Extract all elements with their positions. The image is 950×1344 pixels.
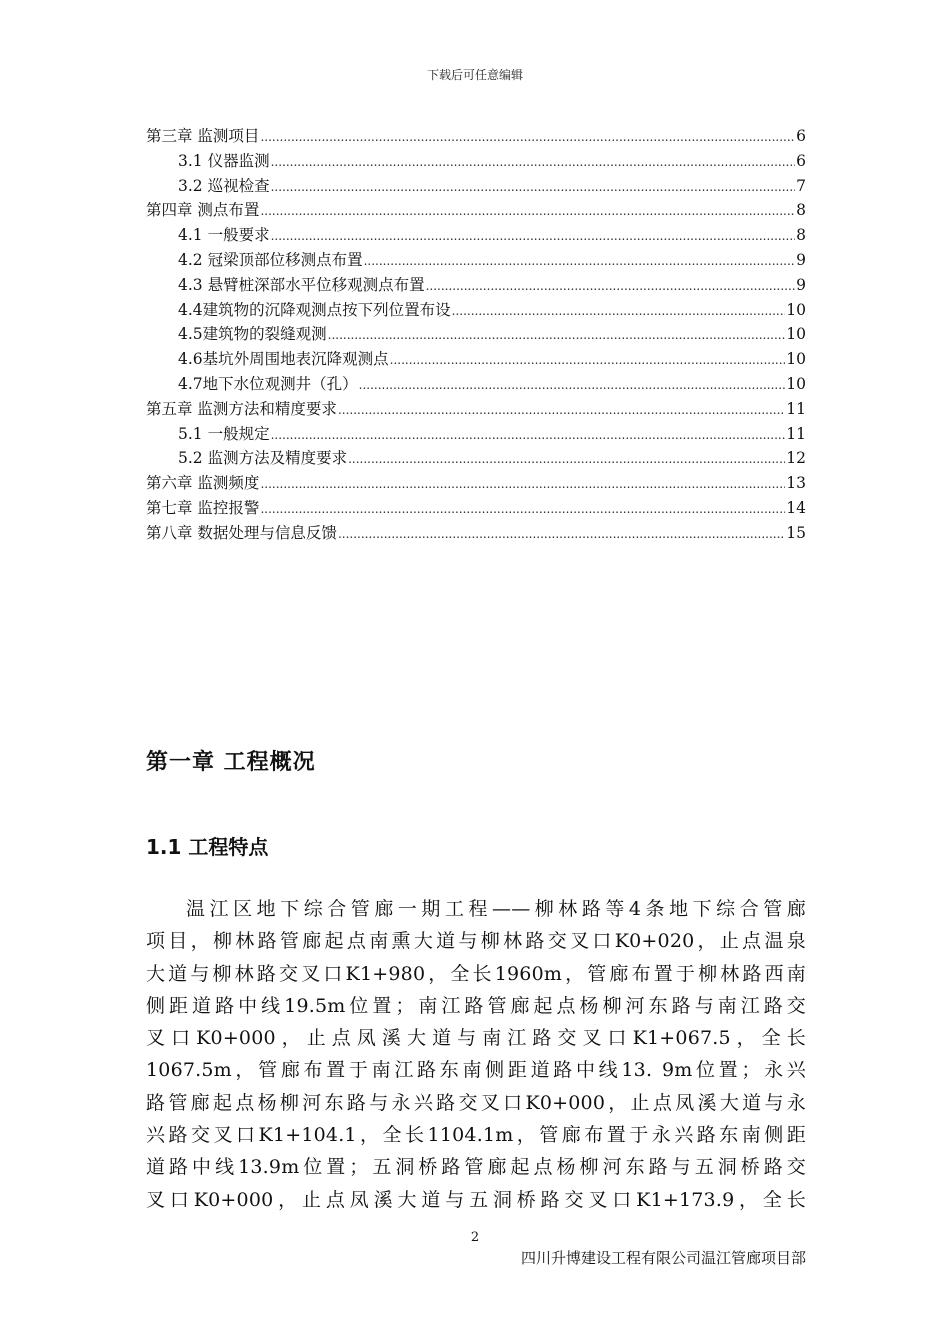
- body-line: 项目，柳林路管廊起点南熏大道与柳林路交叉口K0+020，止点温泉: [146, 930, 806, 953]
- toc-entry-page: 6: [796, 151, 806, 170]
- section-title: 1.1 工程特点: [146, 835, 269, 859]
- toc-leader-dots: [260, 125, 795, 150]
- toc-entry-label: 3.1 仪器监测: [178, 151, 270, 170]
- toc-entry-label: 5.2 监测方法及精度要求: [178, 449, 348, 468]
- toc-leader-dots: [452, 299, 786, 324]
- toc-entry-page: 10: [786, 374, 806, 393]
- toc-entry-label: 4.7地下水位观测井（孔）: [178, 374, 358, 393]
- toc-entry[interactable]: [146, 298, 806, 323]
- toc-entry-page: 7: [796, 176, 806, 195]
- body-line: 大道与柳林路交叉口K1+980，全长1960m，管廊布置于柳林路西南: [146, 962, 806, 985]
- toc-entry-label: 4.6基坑外周围地表沉降观测点: [178, 350, 389, 369]
- toc-leader-dots: [390, 348, 786, 373]
- toc-entry-page: 15: [786, 523, 806, 542]
- toc-leader-dots: [260, 199, 795, 224]
- toc-entry-label: 第三章 监测项目: [146, 127, 260, 145]
- toc-entry-page: 12: [786, 449, 806, 468]
- toc-entry-page: 10: [786, 350, 806, 369]
- toc-leader-dots: [328, 323, 786, 348]
- toc-entry-label: 4.4建筑物的沉降观测点按下列位置布设: [178, 300, 451, 319]
- toc-entry-label: 第四章 测点布置: [146, 201, 260, 220]
- toc-entry-label: 4.2 冠梁顶部位移测点布置: [178, 250, 363, 269]
- toc-leader-dots: [364, 249, 796, 274]
- toc-entry-page: 9: [796, 250, 806, 269]
- toc-entry[interactable]: [146, 223, 806, 248]
- toc-entry[interactable]: [146, 322, 806, 347]
- body-line: 兴路交叉口K1+104.1，全长1104.1m，管廊布置于永兴路东南侧距: [146, 1124, 806, 1147]
- toc-leader-dots: [348, 447, 785, 472]
- toc-entry-label: 4.5建筑物的裂缝观测: [178, 325, 327, 344]
- toc-entry[interactable]: [146, 422, 806, 447]
- body-line: 道路中线13.9m位置；五洞桥路管廊起点杨柳河东路与五洞桥路交: [146, 1156, 806, 1179]
- toc-entry-page: 9: [796, 275, 806, 294]
- toc-leader-dots: [338, 522, 785, 547]
- toc-entry[interactable]: [146, 198, 806, 223]
- toc-entry-page: 10: [786, 300, 806, 319]
- toc-entry-page: 10: [786, 325, 806, 344]
- toc-entry[interactable]: [146, 471, 806, 496]
- toc-leader-dots: [426, 274, 796, 299]
- toc-entry-label: 第五章 监测方法和精度要求: [146, 399, 337, 418]
- page-header-note: 下载后可任意编辑: [426, 68, 523, 82]
- chapter-title: 第一章 工程概况: [146, 750, 316, 775]
- toc-entry-page: 8: [796, 201, 806, 220]
- toc-entry-label: 第六章 监测频度: [146, 474, 260, 493]
- toc-entry-page: 14: [786, 498, 806, 517]
- toc-leader-dots: [260, 472, 785, 497]
- toc-entry-label: 第七章 监控报警: [146, 498, 260, 517]
- toc-entry-label: 4.1 一般要求: [178, 226, 270, 245]
- toc-entry[interactable]: [146, 372, 806, 397]
- toc-entry-page: 13: [786, 474, 806, 493]
- toc-entry[interactable]: [146, 273, 806, 298]
- footer-page-number: 2: [470, 1230, 480, 1245]
- toc-leader-dots: [271, 423, 786, 448]
- toc-entry[interactable]: [146, 149, 806, 174]
- body-line: 叉口K0+000，止点凤溪大道与五洞桥路交叉口K1+173.9，全长: [146, 1188, 806, 1211]
- toc-entry[interactable]: [146, 397, 806, 422]
- toc-entry-label: 5.1 一般规定: [178, 424, 270, 443]
- body-line: 1067.5m，管廊布置于南江路东南侧距道路中线13. 9m位置；永兴: [146, 1059, 806, 1082]
- toc-leader-dots: [338, 398, 785, 423]
- body-line: 叉口K0+000，止点凤溪大道与南江路交叉口K1+067.5，全长: [146, 1027, 806, 1050]
- body-line: 侧距道路中线19.5m位置；南江路管廊起点杨柳河东路与南江路交: [146, 994, 806, 1017]
- toc-entry-label: 第八章 数据处理与信息反馈: [146, 523, 337, 542]
- body-paragraph: [146, 893, 806, 1216]
- toc-entry-page: 6: [796, 127, 806, 145]
- toc-entry[interactable]: [146, 347, 806, 372]
- toc-leader-dots: [271, 150, 796, 175]
- table-of-contents: [146, 124, 806, 546]
- toc-entry[interactable]: [146, 124, 806, 149]
- toc-entry-label: 4.3 悬臂桩深部水平位移观测点布置: [178, 275, 425, 294]
- toc-entry-page: 8: [796, 226, 806, 245]
- toc-leader-dots: [260, 497, 785, 522]
- body-line: 路管廊起点杨柳河东路与永兴路交叉口K0+000，止点凤溪大道与永: [146, 1091, 806, 1114]
- toc-leader-dots: [271, 175, 796, 200]
- toc-entry-page: 11: [786, 424, 806, 443]
- footer-organization: 四川升博建设工程有限公司温江管廊项目部: [520, 1249, 806, 1267]
- toc-entry[interactable]: [146, 446, 806, 471]
- toc-leader-dots: [271, 224, 796, 249]
- toc-entry-page: 11: [786, 399, 806, 418]
- toc-entry[interactable]: [146, 174, 806, 199]
- toc-entry-label: 3.2 巡视检查: [178, 176, 270, 195]
- toc-leader-dots: [359, 373, 786, 398]
- toc-entry[interactable]: [146, 496, 806, 521]
- toc-entry[interactable]: [146, 248, 806, 273]
- body-line: 温江区地下综合管廊一期工程——柳林路等4条地下综合管廊: [186, 898, 806, 920]
- toc-entry[interactable]: [146, 521, 806, 546]
